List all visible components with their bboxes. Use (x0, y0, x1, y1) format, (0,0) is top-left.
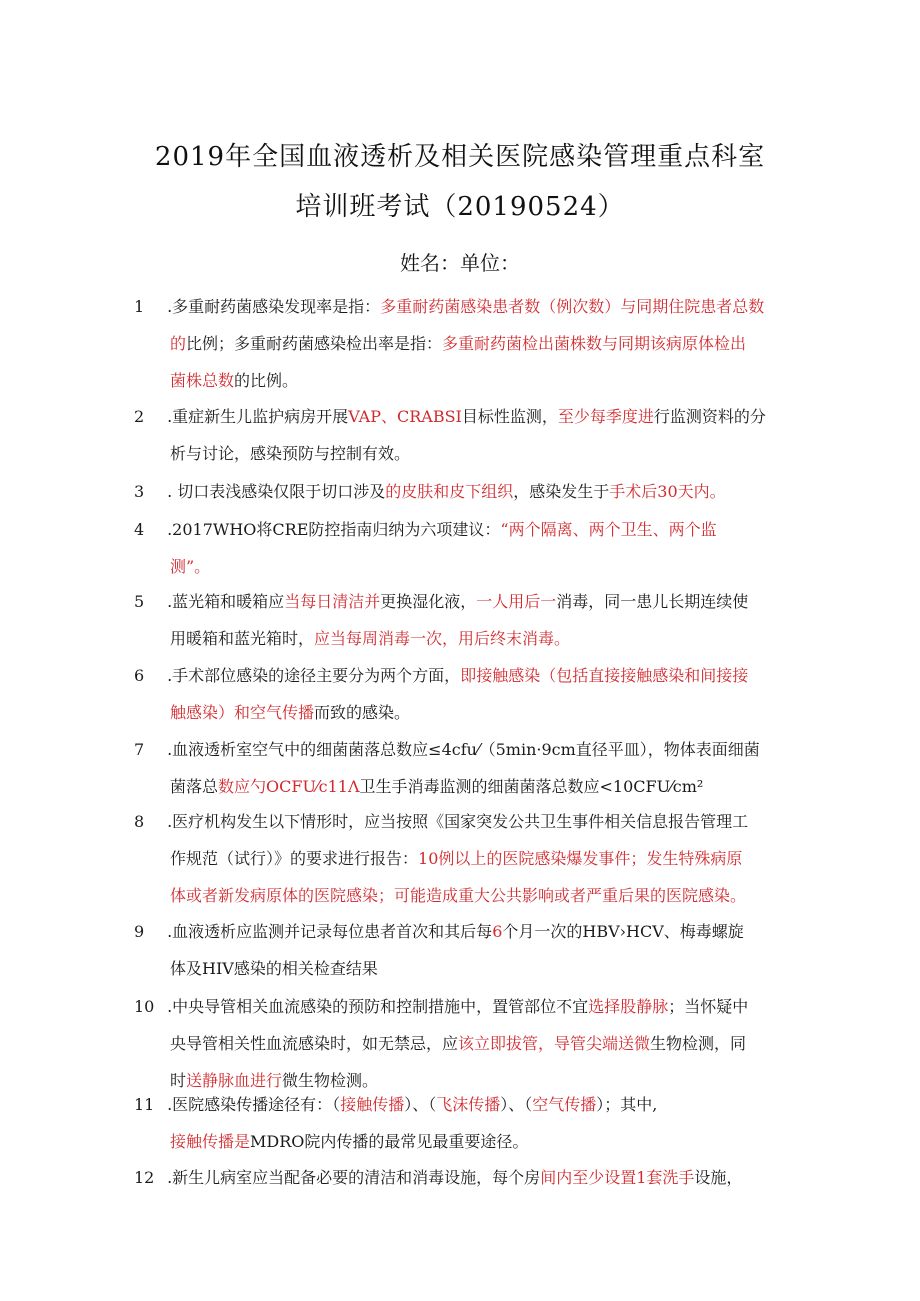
question-text: .新生儿病室应当配备必要的清洁和消毒设施，每个房 (162, 1168, 541, 1187)
answer-text: VAP、CRABSI (348, 407, 462, 426)
question-text: ）、（ (404, 1095, 437, 1114)
question-text: .手术部位感染的途径主要分为两个方面， (162, 666, 461, 685)
question-3-line1 (134, 473, 794, 510)
question-text: 行监测资料的分 (653, 407, 766, 426)
question-number: 10 (134, 997, 155, 1016)
question-text: ）；其中, (596, 1095, 658, 1114)
answer-text: 空气传播 (532, 1095, 597, 1114)
question-9-line1 (134, 913, 794, 950)
exam-title-line1: 2019年全国血液透析及相关医院感染管理重点科室 (154, 142, 766, 172)
question-10-line2 (134, 1025, 794, 1062)
question-text: 而致的感染。 (314, 703, 411, 722)
answer-text: 手术后30天内。 (609, 482, 726, 501)
answer-text: 菌株总数 (170, 371, 235, 390)
question-4 (134, 511, 794, 585)
answer-text: 的皮肤和皮下组织 (385, 482, 514, 501)
question-number: 3 (134, 482, 145, 501)
question-text: .医院感染传播途径有：（ (162, 1095, 341, 1114)
question-11-line1 (134, 1086, 794, 1123)
answer-text: 至少每季度进 (557, 407, 654, 426)
question-text: 更换湿化液， (380, 592, 477, 611)
question-text: 目标性监测， (461, 407, 558, 426)
question-text: 体及HIV感染的相关检查结果 (170, 959, 378, 978)
question-2-line1 (134, 398, 794, 435)
question-text: 时 (170, 1071, 187, 1090)
question-text: ；当怀疑中 (668, 997, 749, 1016)
question-2 (134, 398, 794, 472)
question-7-line2 (134, 768, 794, 805)
question-text: 用暖箱和蓝光箱时， (170, 629, 315, 648)
answer-text: 当每日清洁并 (284, 592, 381, 611)
question-text: 的比例。 (234, 371, 299, 390)
answer-text: 触感染）和空气传播 (170, 703, 315, 722)
question-text: 作规范（试行）》的要求进行报告： (170, 849, 419, 868)
answer-text: 6 (492, 922, 503, 941)
question-1-line2 (134, 325, 794, 362)
answer-text: 测”。 (170, 557, 211, 576)
question-9 (134, 913, 794, 987)
answer-text: 送静脉血进行 (186, 1071, 283, 1090)
answer-text: 多重耐药菌检出菌株数与同期该病原体检出 (442, 334, 747, 353)
answer-text: 的 (170, 334, 187, 353)
question-text: 比例；多重耐药菌感染检出率是指： (186, 334, 443, 353)
question-text: 卫生手消毒监测的细菌菌落总数应<10CFU⁄cm² (359, 777, 704, 796)
answer-text: 体或者新发病原体的医院感染；可能造成重大公共影响或者严重后果的医院感染。 (170, 886, 747, 905)
answer-text: 接触传播是 (170, 1132, 251, 1151)
answer-text: 多重耐药菌感染患者数（例次数）与同期住院患者总数 (380, 297, 765, 316)
question-text: .血液透析应监测并记录每位患者首次和其后每 (162, 922, 493, 941)
question-number: 9 (134, 922, 145, 941)
question-number: 4 (134, 520, 145, 539)
question-number: 8 (134, 812, 145, 831)
question-text: 消毒，同一患儿长期连续使 (556, 592, 749, 611)
question-text: ，感染发生于 (513, 482, 610, 501)
question-8-line1 (134, 803, 794, 840)
question-8-line2 (134, 840, 794, 877)
question-6 (134, 657, 794, 731)
answer-text: 接触传播 (340, 1095, 405, 1114)
answer-text: 间内至少设置1套洗手 (540, 1168, 695, 1187)
question-number: 6 (134, 666, 145, 685)
question-11 (134, 1086, 794, 1160)
question-number: 7 (134, 740, 145, 759)
question-text: .血液透析室空气中的细菌菌落总数应≤4cfu⁄（5min·9cm直径平皿），物体表面细菌 (162, 740, 760, 759)
question-5-line1 (134, 583, 794, 620)
answer-text: 该立即拔管，导管尖端送微 (458, 1034, 651, 1053)
answer-text: 即接触感染（包括直接接触感染和间接接 (460, 666, 749, 685)
question-6-line1 (134, 657, 794, 694)
question-10 (134, 988, 794, 1099)
question-number: 1 (134, 297, 145, 316)
question-text: 析与讨论，感染预防与控制有效。 (170, 444, 411, 463)
question-text: .重症新生儿监护病房开展 (162, 407, 349, 426)
question-text: 微生物检测。 (282, 1071, 379, 1090)
answer-text: 选择股静脉 (588, 997, 669, 1016)
question-7-line1 (134, 731, 794, 768)
question-number: 12 (134, 1168, 155, 1187)
question-text: MDRO院内传播的最常见最重要途径。 (250, 1132, 529, 1151)
question-9-line2 (134, 950, 794, 987)
question-text: 央导管相关性血流感染时，如无禁忌，应 (170, 1034, 459, 1053)
answer-text: 一人用后一 (476, 592, 557, 611)
name-unit-line: 姓名：单位： (400, 251, 520, 275)
question-text: .中央导管相关血流感染的预防和控制措施中，置管部位不宜 (162, 997, 589, 1016)
question-6-line2 (134, 694, 794, 731)
exam-title-line2: 培训班考试（20190524） (295, 192, 625, 222)
question-number: 5 (134, 592, 145, 611)
question-number: 11 (134, 1095, 155, 1114)
answer-text: 飞沫传播 (436, 1095, 501, 1114)
question-3 (134, 473, 794, 510)
question-text: . 切口表浅感染仅限于切口涉及 (162, 482, 386, 501)
question-11-line2 (134, 1123, 794, 1160)
answer-text: “两个隔离、两个卫生、两个监 (500, 520, 717, 539)
question-1-line1 (134, 288, 794, 325)
question-text: 设施， (694, 1168, 743, 1187)
answer-text: 数应勺OCFU⁄c11Λ (218, 777, 360, 796)
question-8-line3 (134, 877, 794, 914)
question-2-line2 (134, 435, 794, 472)
question-text: 菌落总 (170, 777, 219, 796)
question-5 (134, 583, 794, 657)
question-text: .多重耐药菌感染发现率是指： (162, 297, 381, 316)
answer-text: 10例以上的医院感染爆发事件；发生特殊病原 (418, 849, 743, 868)
question-text: .医疗机构发生以下情形时，应当按照《国家突发公共卫生事件相关信息报告管理工 (162, 812, 749, 831)
question-10-line1 (134, 988, 794, 1025)
question-4-line1 (134, 511, 794, 548)
question-12 (134, 1159, 794, 1196)
question-8 (134, 803, 794, 914)
question-5-line2 (134, 620, 794, 657)
question-text: .蓝光箱和暖箱应 (162, 592, 285, 611)
question-1 (134, 288, 794, 399)
question-1-line3 (134, 362, 794, 399)
question-4-line2 (134, 548, 794, 585)
question-text: .2017WHO将CRE防控指南归纳为六项建议： (162, 520, 501, 539)
question-number: 2 (134, 407, 145, 426)
answer-text: 应当每周消毒一次，用后终末消毒。 (314, 629, 571, 648)
question-text: ）、（ (500, 1095, 533, 1114)
question-text: 生物检测，同 (650, 1034, 747, 1053)
question-12-line1 (134, 1159, 794, 1196)
question-7 (134, 731, 794, 805)
question-text: 个月一次的HBV›HCV、梅毒螺旋 (502, 922, 744, 941)
